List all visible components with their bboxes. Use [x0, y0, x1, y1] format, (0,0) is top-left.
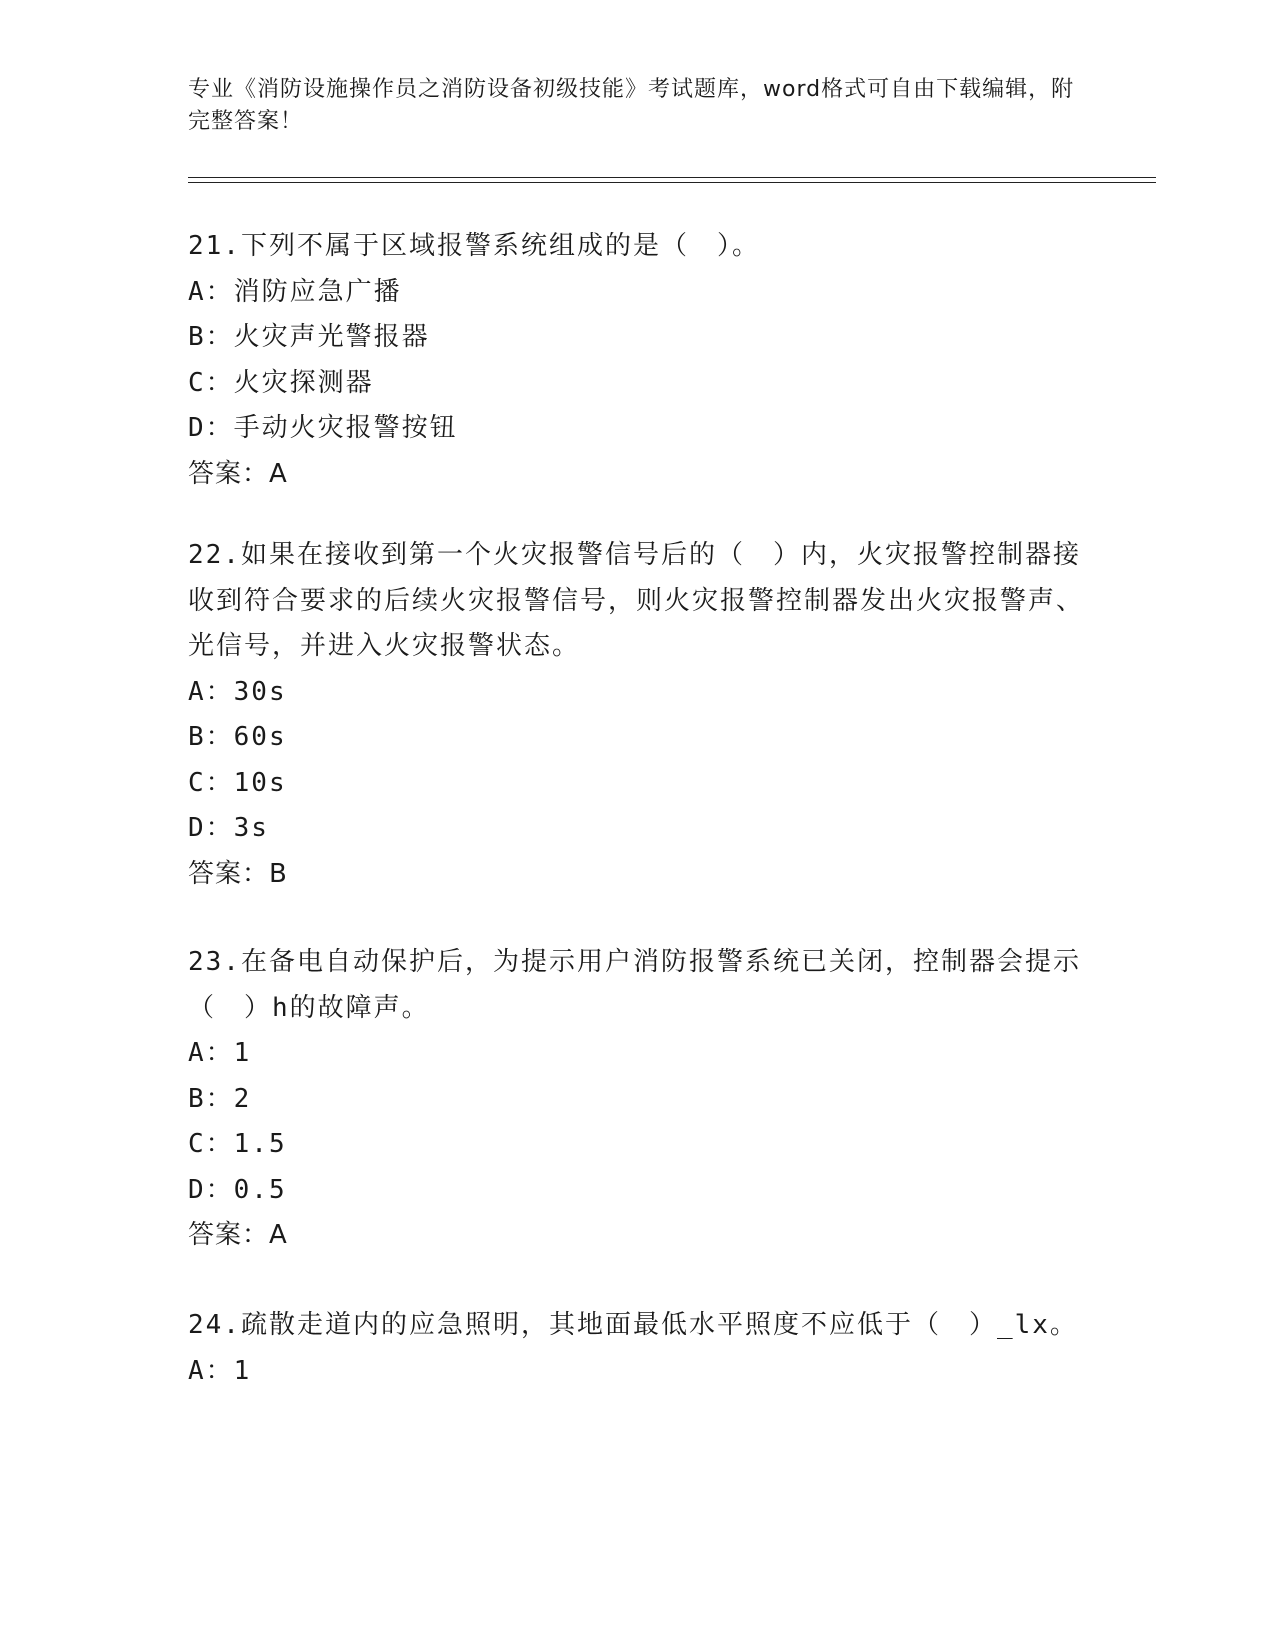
- header-text: 专业《消防设施操作员之消防设备初级技能》考试题库，word格式可自由下载编辑，附完整答案！: [188, 77, 1075, 134]
- option-c: C：10s: [188, 767, 287, 798]
- answer-line: [188, 852, 1088, 898]
- question-block-24: [188, 1303, 1088, 1394]
- answer-value: A: [269, 1220, 288, 1250]
- question-text: 24.疏散走道内的应急照明，其地面最低水平照度不应低于（ ）_lx。: [188, 1310, 1078, 1340]
- option-a: A：1: [188, 1355, 252, 1386]
- option-d: D：3s: [188, 813, 269, 843]
- question-text: 23.在备电自动保护后，为提示用户消防报警系统已关闭，控制器会提示（ ）h的故障声。: [188, 947, 1081, 1023]
- answer-value: B: [269, 858, 288, 889]
- option-d: D：手动火灾报警按钮: [188, 413, 458, 443]
- option-a: A：30s: [188, 676, 287, 707]
- question-text: 22.如果在接收到第一个火灾报警信号后的（ ）内，火灾报警控制器接收到符合要求的后续火灾报警信号，则火灾报警控制器发出火灾报警声、光信号，并进入火灾报警状态。: [188, 540, 1085, 661]
- question-block-23: [188, 940, 1088, 1259]
- answer-line: [188, 1213, 1088, 1259]
- document-header: [188, 74, 1088, 138]
- answer-label: 答案：: [188, 1220, 270, 1250]
- option-b: B：60s: [188, 722, 287, 752]
- option-c: C：1.5: [188, 1129, 287, 1159]
- option-a: A：消防应急广播: [188, 276, 402, 307]
- question-text: 21.下列不属于区域报警系统组成的是（ ）。: [188, 231, 760, 261]
- answer-value: A: [269, 458, 288, 489]
- answer-label: 答案：: [188, 858, 270, 889]
- option-d: D：0.5: [188, 1174, 287, 1205]
- option-c: C：火灾探测器: [188, 367, 374, 398]
- option-b: B：2: [188, 1083, 252, 1114]
- option-a: A：1: [188, 1038, 252, 1068]
- header-rule-top: [188, 177, 1156, 178]
- header-rule-bottom: [188, 182, 1156, 183]
- answer-label: 答案：: [188, 458, 270, 489]
- question-block-22: [188, 533, 1088, 897]
- question-block-21: [188, 224, 1088, 497]
- answer-line: [188, 452, 1088, 498]
- option-b: B：火灾声光警报器: [188, 322, 430, 352]
